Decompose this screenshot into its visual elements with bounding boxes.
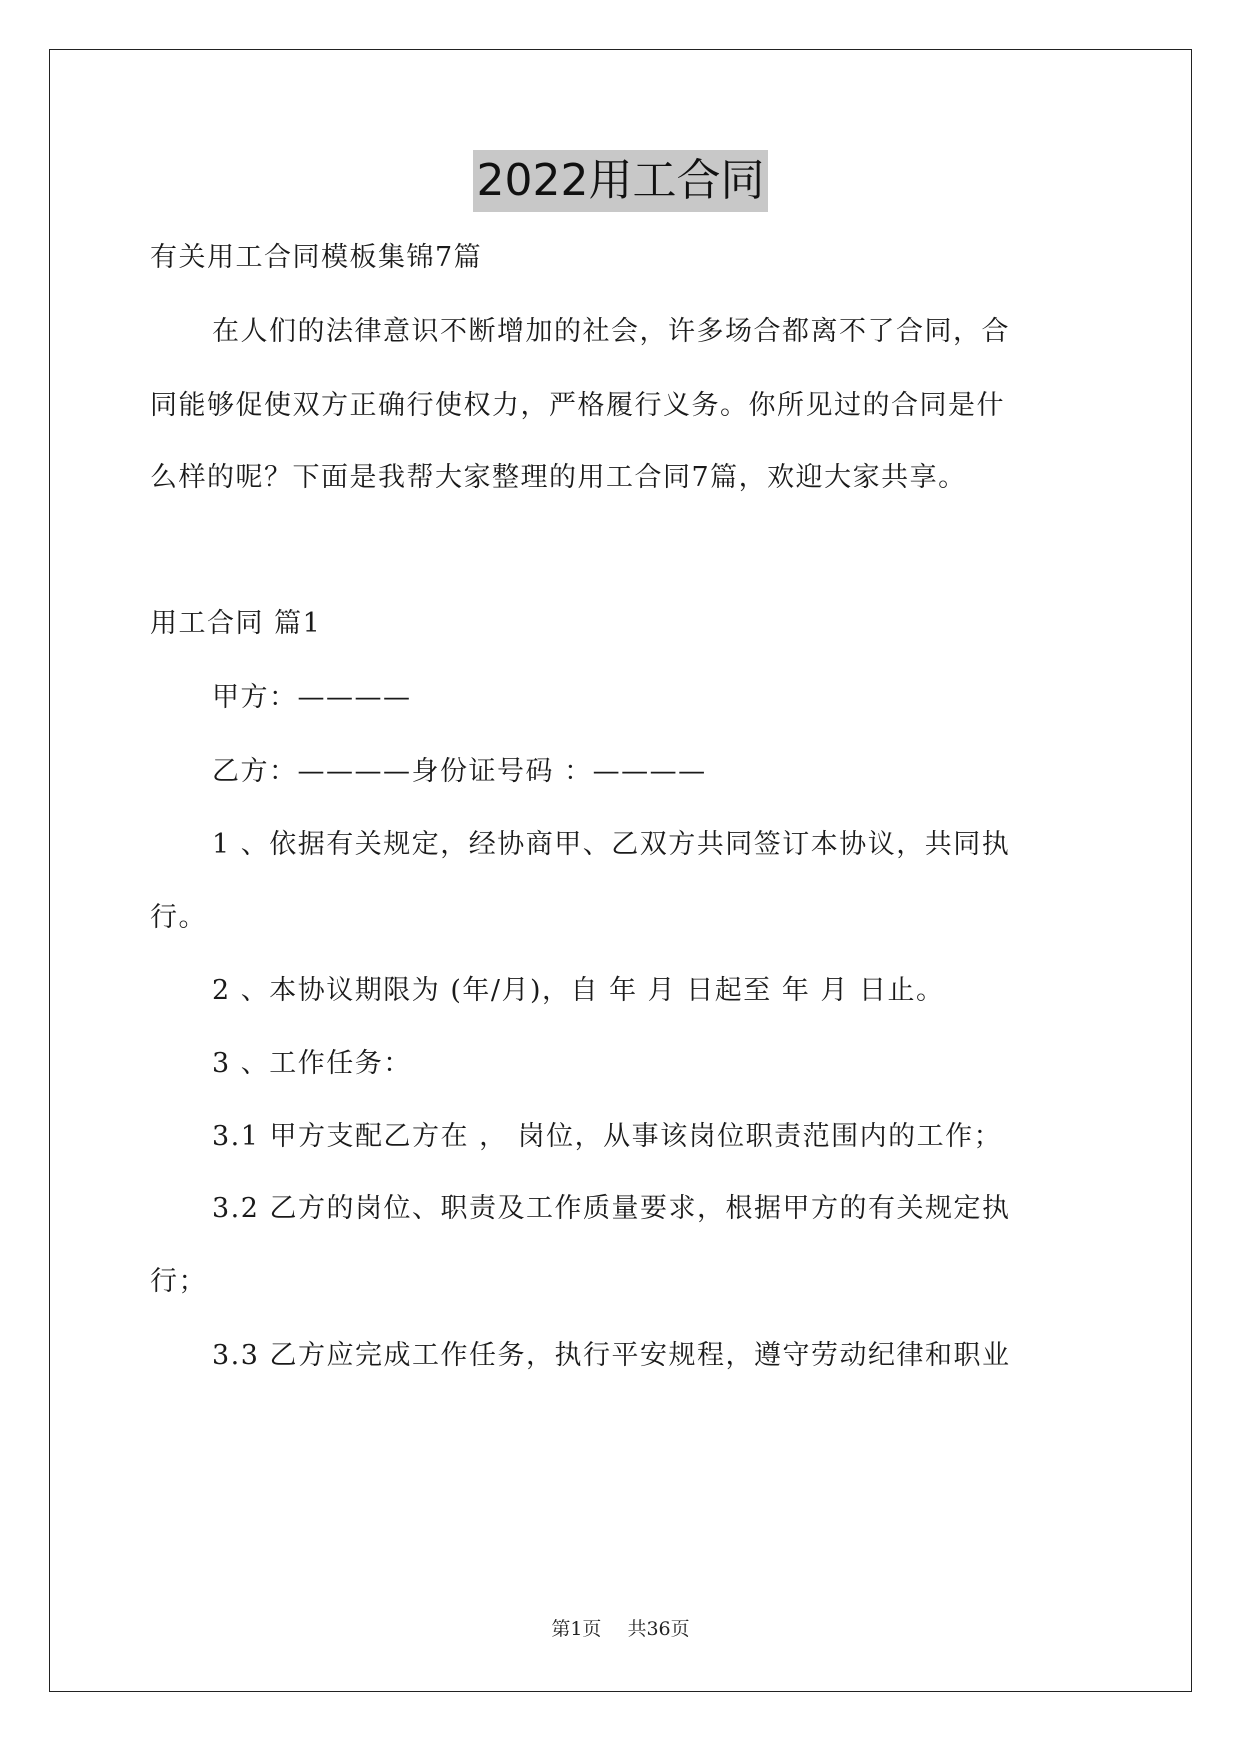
clause-3-3: 3.3 乙方应完成工作任务，执行平安规程，遵守劳动纪律和职业 [212,1340,1011,1371]
document-title: 2022用工合同 [473,150,769,212]
clause-3-2-line-1: 3.2 乙方的岗位、职责及工作质量要求，根据甲方的有关规定执 [212,1193,1011,1224]
party-a-line: 甲方：———— [212,682,412,713]
clause-3-2-line-2: 行； [150,1266,207,1297]
page-number: 第1页 [551,1618,602,1640]
clause-1-line-2: 行。 [150,902,207,933]
intro-line-2: 同能够促使双方正确行使权力，严格履行义务。你所见过的合同是什 [150,390,1005,421]
clause-2: 2 、本协议期限为 (年/月)，自 年 月 日起至 年 月 日止。 [212,975,945,1006]
page-border [49,49,1192,1692]
page-total: 共36页 [627,1618,690,1640]
page-footer [0,1616,1241,1642]
clause-1-line-1: 1 、依据有关规定，经协商甲、乙双方共同签订本协议，共同执 [212,829,1011,860]
document-subtitle: 有关用工合同模板集锦7篇 [150,242,483,273]
intro-line-3: 么样的呢？下面是我帮大家整理的用工合同7篇，欢迎大家共享。 [150,462,967,493]
section-heading: 用工合同 篇1 [150,608,322,639]
clause-3-1: 3.1 甲方支配乙方在 ， 岗位，从事该岗位职责范围内的工作； [212,1121,1003,1152]
clause-3: 3 、工作任务： [212,1048,412,1079]
title-container [0,150,1241,212]
party-b-line: 乙方：————身份证号码 ：———— [212,756,707,787]
intro-line-1: 在人们的法律意识不断增加的社会，许多场合都离不了合同，合 [212,316,1010,347]
